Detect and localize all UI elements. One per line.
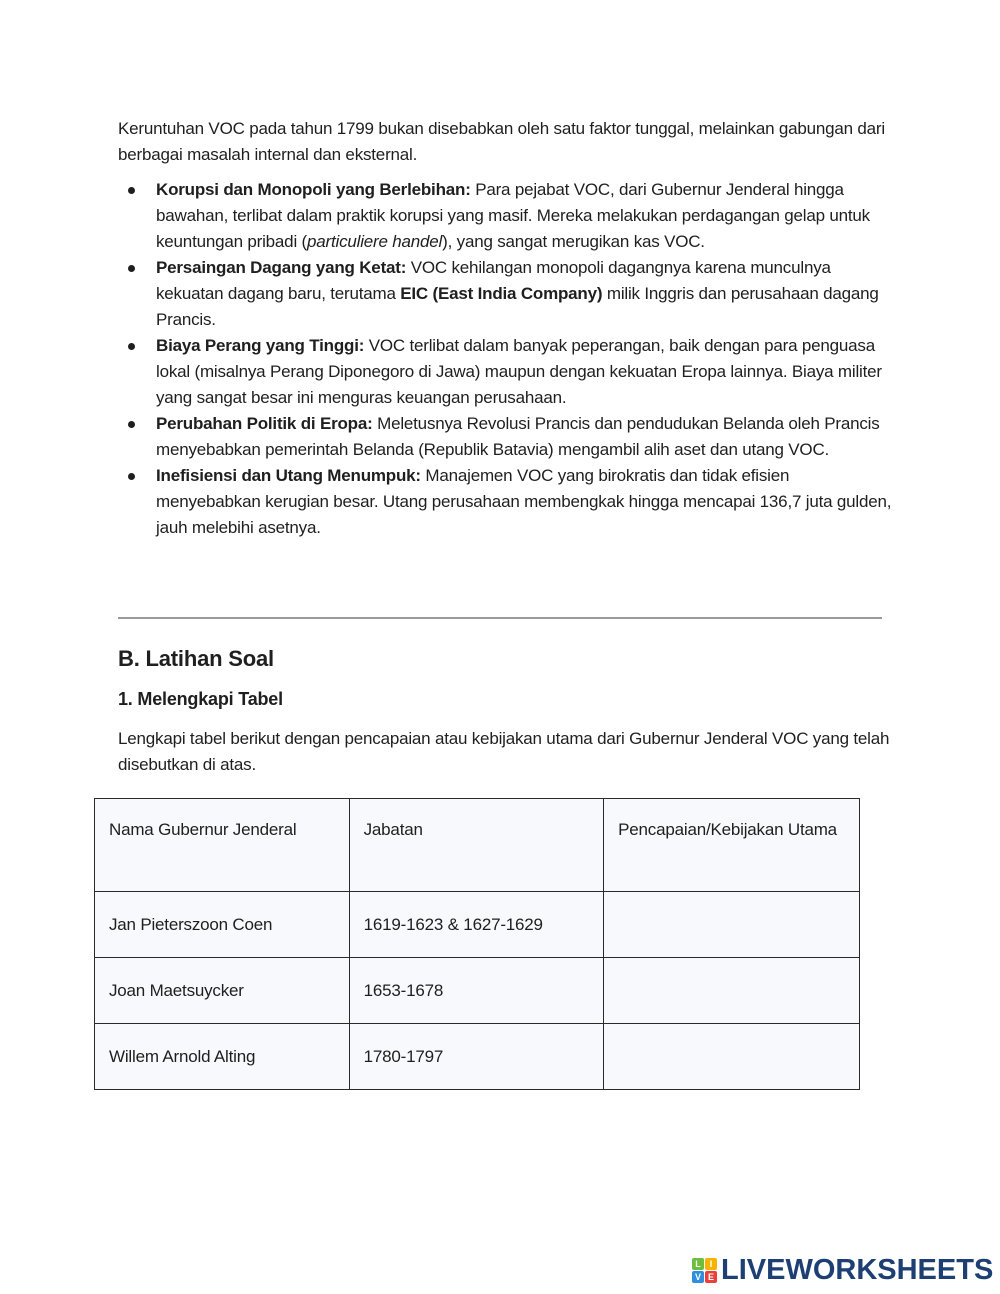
logo-block-v: V xyxy=(692,1271,704,1283)
list-item-inefficiency-debt: Inefisiensi dan Utang Menumpuk: Manajemen VOC yang birokratis dan tidak efisien menyebabkan kerugian besar. Utang perusahaan membengkak hingga mencapai 136,7 juta gulden, jauh melebihi asetnya. xyxy=(118,463,893,541)
logo-block-i: I xyxy=(705,1258,717,1270)
logo-text: LIVEWORKSHEETS xyxy=(721,1254,994,1286)
list-item-title: Biaya Perang yang Tinggi: xyxy=(156,336,365,355)
table-header-row xyxy=(95,799,860,892)
logo-block-l: L xyxy=(692,1258,704,1270)
bullet-icon xyxy=(128,421,135,428)
list-item-competition: Persaingan Dagang yang Ketat: VOC kehilangan monopoli dagangnya karena munculnya kekuatan dagang baru, terutama EIC (East India Company) milik Inggris dan perusahaan dagang Prancis. xyxy=(118,255,893,333)
intro-paragraph: Keruntuhan VOC pada tahun 1799 bukan disebabkan oleh satu faktor tunggal, melainkan gabungan dari berbagai masalah internal dan eksternal. xyxy=(118,119,885,164)
cell-term: 1780-1797 xyxy=(349,1024,604,1090)
table-row xyxy=(95,958,860,1024)
cell-term: 1619-1623 & 1627-1629 xyxy=(349,892,604,958)
list-item-title: Korupsi dan Monopoli yang Berlebihan: xyxy=(156,180,471,199)
answer-field-alting[interactable] xyxy=(604,1024,860,1090)
list-item-title: Perubahan Politik di Eropa: xyxy=(156,414,373,433)
list-item-european-politics: Perubahan Politik di Eropa: Meletusnya Revolusi Prancis dan pendudukan Belanda oleh Prancis menyebabkan pemerintah Belanda (Republik Batavia) mengambil alih aset dan utang VOC. xyxy=(118,411,893,463)
bullet-icon xyxy=(128,265,135,272)
horizontal-divider xyxy=(118,617,882,619)
bold-term: EIC (East India Company) xyxy=(400,284,603,303)
italic-term: particuliere handel xyxy=(307,232,443,251)
cell-name: Joan Maetsuycker xyxy=(95,958,350,1024)
list-item-war-costs: Biaya Perang yang Tinggi: VOC terlibat dalam banyak peperangan, baik dengan para penguasa lokal (misalnya Perang Diponegoro di Jawa) maupun dengan kekuatan Eropa lainnya. Biaya militer yang sangat besar ini menguras keuangan perusahaan. xyxy=(118,333,893,411)
bullet-icon xyxy=(128,343,135,350)
section-heading: B. Latihan Soal xyxy=(118,646,274,671)
header-name: Nama Gubernur Jenderal xyxy=(95,799,350,892)
live-blocks-icon xyxy=(692,1258,717,1283)
cell-term: 1653-1678 xyxy=(349,958,604,1024)
liveworksheets-logo xyxy=(692,1254,993,1287)
list-item-corruption: Korupsi dan Monopoli yang Berlebihan: Para pejabat VOC, dari Gubernur Jenderal hingga bawahan, terlibat dalam praktik korupsi yang masif. Mereka melakukan perdagangan gelap untuk keuntungan pribadi (particuliere handel), yang sangat merugikan kas VOC. xyxy=(118,177,893,255)
list-item-title: Inefisiensi dan Utang Menumpuk: xyxy=(156,466,421,485)
answer-field-maetsuycker[interactable] xyxy=(604,958,860,1024)
exercise-heading: 1. Melengkapi Tabel xyxy=(118,689,283,709)
bullet-icon xyxy=(128,187,135,194)
logo-block-e: E xyxy=(705,1271,717,1283)
answer-field-coen[interactable] xyxy=(604,892,860,958)
causes-list xyxy=(118,177,893,541)
cell-name: Jan Pieterszoon Coen xyxy=(95,892,350,958)
list-item-title: Persaingan Dagang yang Ketat: xyxy=(156,258,407,277)
exercise-instruction: Lengkapi tabel berikut dengan pencapaian atau kebijakan utama dari Gubernur Jenderal VOC yang telah disebutkan di atas. xyxy=(118,729,890,774)
table-row xyxy=(95,1024,860,1090)
header-term: Jabatan xyxy=(349,799,604,892)
header-achievement: Pencapaian/Kebijakan Utama xyxy=(604,799,860,892)
cell-name: Willem Arnold Alting xyxy=(95,1024,350,1090)
governors-table xyxy=(94,798,860,1090)
bullet-icon xyxy=(128,473,135,480)
table-row xyxy=(95,892,860,958)
